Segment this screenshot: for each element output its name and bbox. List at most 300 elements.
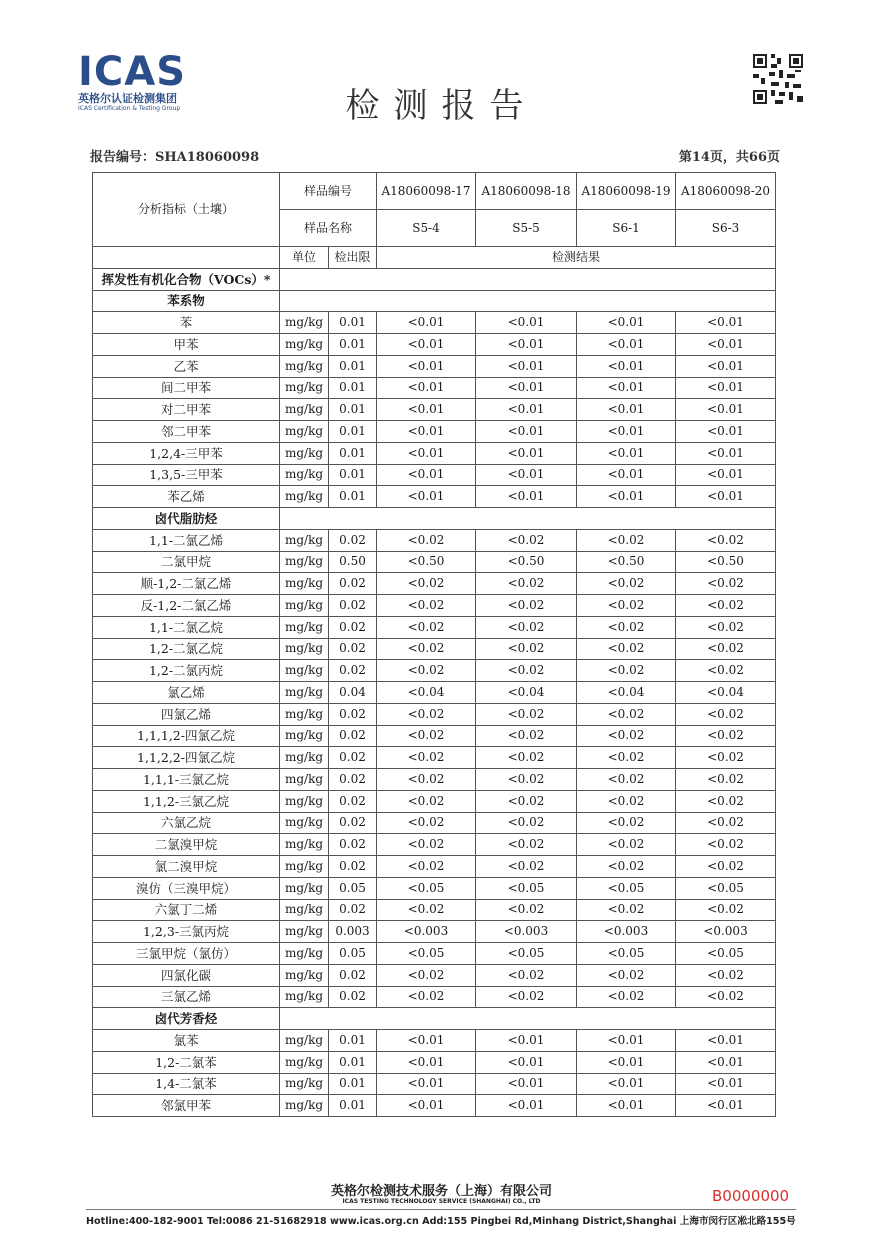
result-cell: <0.02 [377,703,476,725]
contact-line: Hotline:400-182-9001 Tel:0086 21-51682918 www.icas.org.cn Add:155 Pingbei Rd,Minhang District,Shanghai 上海市闵行区凇北路155号 [86,1216,796,1227]
result-cell: <0.01 [577,312,676,334]
result-cell: <0.01 [377,464,476,486]
result-cell: <0.01 [377,355,476,377]
result-cell: <0.01 [377,312,476,334]
result-cell: <0.02 [377,725,476,747]
analyte-name: 三氯甲烷（氯仿） [93,943,280,965]
unit-cell: mg/kg [280,486,329,508]
analyte-name: 邻二甲苯 [93,421,280,443]
table-row [93,421,776,443]
result-cell: <0.01 [577,377,676,399]
unit-cell: mg/kg [280,877,329,899]
table-row [93,747,776,769]
analysis-label: 分析指标（土壤） [93,173,280,247]
result-cell: <0.01 [676,377,776,399]
table-row [93,921,776,943]
result-cell: <0.04 [377,682,476,704]
unit-cell: mg/kg [280,334,329,356]
result-label: 检测结果 [377,247,776,269]
analyte-name: 氯乙烯 [93,682,280,704]
table-row [93,725,776,747]
result-cell: <0.02 [476,725,577,747]
result-cell: <0.05 [676,943,776,965]
unit-cell: mg/kg [280,595,329,617]
table-row [93,377,776,399]
result-cell: <0.02 [577,529,676,551]
detection-limit-cell: 0.01 [329,399,377,421]
result-cell: <0.04 [676,682,776,704]
result-cell: <0.02 [676,812,776,834]
result-cell: <0.01 [476,1073,577,1095]
unit-cell: mg/kg [280,421,329,443]
result-cell: <0.01 [476,442,577,464]
detection-limit-cell: 0.01 [329,334,377,356]
result-cell: <0.01 [377,442,476,464]
table-row [93,334,776,356]
table-row [93,442,776,464]
analyte-name: 二氯溴甲烷 [93,834,280,856]
result-cell: <0.01 [377,399,476,421]
table-row [93,964,776,986]
table-row [93,355,776,377]
result-cell: <0.003 [476,921,577,943]
result-cell: <0.02 [476,703,577,725]
logo-en-text: ICAS Certification & Testing Group [78,105,181,112]
detection-limit-label: 检出限 [329,247,377,269]
analyte-name: 1,3,5-三甲苯 [93,464,280,486]
unit-cell: mg/kg [280,812,329,834]
detection-limit-cell: 0.02 [329,595,377,617]
result-cell: <0.01 [476,1030,577,1052]
result-cell: <0.02 [476,986,577,1008]
detection-limit-cell: 0.01 [329,486,377,508]
result-cell: <0.02 [476,812,577,834]
result-cell: <0.02 [577,899,676,921]
result-cell: <0.02 [377,964,476,986]
result-cell: <0.02 [577,964,676,986]
table-row [93,551,776,573]
detection-limit-cell: 0.02 [329,856,377,878]
result-cell: <0.02 [577,769,676,791]
unit-cell: mg/kg [280,856,329,878]
result-cell: <0.01 [476,1095,577,1117]
group-name: 苯系物 [93,290,280,312]
analyte-name: 乙苯 [93,355,280,377]
result-cell: <0.02 [377,595,476,617]
result-cell: <0.50 [476,551,577,573]
empty-cell [93,247,280,269]
serial-number: B0000000 [712,1187,790,1205]
group-name: 卤代芳香烃 [93,1008,280,1030]
result-cell: <0.02 [476,529,577,551]
unit-cell: mg/kg [280,464,329,486]
unit-cell: mg/kg [280,660,329,682]
detection-limit-cell: 0.05 [329,877,377,899]
result-cell: <0.02 [577,616,676,638]
detection-limit-cell: 0.02 [329,964,377,986]
unit-cell: mg/kg [280,682,329,704]
table-row [93,899,776,921]
result-cell: <0.01 [676,334,776,356]
result-cell: <0.05 [577,943,676,965]
document-title: 检测报告 [345,86,538,126]
sample-id-cell: A18060098-17 [377,173,476,210]
result-cell: <0.02 [377,638,476,660]
group-row [93,1008,776,1030]
unit-cell: mg/kg [280,1051,329,1073]
unit-cell: mg/kg [280,964,329,986]
unit-cell: mg/kg [280,747,329,769]
unit-cell: mg/kg [280,573,329,595]
result-cell: <0.04 [577,682,676,704]
qr-code-icon [751,52,805,106]
result-cell: <0.01 [377,1051,476,1073]
table-row [93,573,776,595]
detection-limit-cell: 0.02 [329,790,377,812]
table-row [93,399,776,421]
result-cell: <0.01 [476,377,577,399]
result-cell: <0.02 [377,856,476,878]
analyte-name: 二氯甲烷 [93,551,280,573]
result-cell: <0.01 [476,355,577,377]
detection-limit-cell: 0.02 [329,812,377,834]
result-cell: <0.02 [676,834,776,856]
result-cell: <0.02 [377,899,476,921]
detection-limit-cell: 0.50 [329,551,377,573]
result-cell: <0.01 [577,1073,676,1095]
result-cell: <0.02 [676,595,776,617]
result-cell: <0.02 [476,834,577,856]
result-cell: <0.02 [377,529,476,551]
detection-limit-cell: 0.01 [329,355,377,377]
table-row [93,834,776,856]
table-row [93,486,776,508]
analyte-name: 1,2,4-三甲苯 [93,442,280,464]
analyte-name: 1,1-二氯乙烯 [93,529,280,551]
analyte-name: 间二甲苯 [93,377,280,399]
analyte-name: 四氯乙烯 [93,703,280,725]
detection-limit-cell: 0.02 [329,986,377,1008]
result-cell: <0.01 [377,377,476,399]
result-cell: <0.01 [577,334,676,356]
unit-cell: mg/kg [280,921,329,943]
unit-cell: mg/kg [280,1073,329,1095]
result-cell: <0.02 [676,573,776,595]
company-name-en: ICAS TESTING TECHNOLOGY SERVICE (SHANGHAI) CO., LTD [342,1198,541,1205]
result-cell: <0.02 [676,747,776,769]
detection-limit-cell: 0.01 [329,312,377,334]
sample-name-cell: S6-1 [577,210,676,247]
result-cell: <0.003 [676,921,776,943]
table-row [93,790,776,812]
result-cell: <0.01 [676,464,776,486]
group-name: 挥发性有机化合物（VOCs）* [93,268,280,290]
analyte-name: 四氯化碳 [93,964,280,986]
sample-name-cell: S5-4 [377,210,476,247]
result-cell: <0.01 [476,464,577,486]
analyte-name: 1,4-二氯苯 [93,1073,280,1095]
unit-cell: mg/kg [280,986,329,1008]
result-cell: <0.02 [476,660,577,682]
unit-cell: mg/kg [280,399,329,421]
result-cell: <0.02 [577,856,676,878]
table-row [93,703,776,725]
analyte-name: 1,2,3-三氯丙烷 [93,921,280,943]
result-cell: <0.01 [577,1051,676,1073]
result-cell: <0.05 [476,877,577,899]
result-cell: <0.01 [676,421,776,443]
result-cell: <0.01 [676,399,776,421]
detection-limit-cell: 0.02 [329,725,377,747]
analyte-name: 氯二溴甲烷 [93,856,280,878]
result-cell: <0.02 [577,660,676,682]
company-name-cn: 英格尔检测技术服务（上海）有限公司 [330,1184,552,1199]
result-cell: <0.02 [676,529,776,551]
sample-name-cell: S5-5 [476,210,577,247]
unit-cell: mg/kg [280,442,329,464]
detection-limit-cell: 0.02 [329,638,377,660]
result-cell: <0.02 [476,616,577,638]
result-cell: <0.01 [476,421,577,443]
unit-cell: mg/kg [280,616,329,638]
result-cell: <0.01 [577,442,676,464]
sample-id-cell: A18060098-18 [476,173,577,210]
group-row [93,290,776,312]
result-cell: <0.01 [676,355,776,377]
result-cell: <0.01 [377,1030,476,1052]
detection-limit-cell: 0.02 [329,899,377,921]
result-cell: <0.01 [676,486,776,508]
result-cell: <0.02 [676,725,776,747]
unit-cell: mg/kg [280,1030,329,1052]
group-row [93,268,776,290]
detection-limit-cell: 0.02 [329,703,377,725]
detection-limit-cell: 0.02 [329,747,377,769]
group-name: 卤代脂肪烃 [93,508,280,530]
result-cell: <0.02 [377,573,476,595]
result-cell: <0.02 [676,790,776,812]
analyte-name: 六氯丁二烯 [93,899,280,921]
detection-limit-cell: 0.02 [329,616,377,638]
result-cell: <0.01 [676,1095,776,1117]
result-cell: <0.01 [676,442,776,464]
detection-limit-cell: 0.05 [329,943,377,965]
analyte-name: 1,2-二氯苯 [93,1051,280,1073]
header-row-sample-id [93,173,776,210]
result-cell: <0.02 [577,725,676,747]
unit-cell: mg/kg [280,725,329,747]
detection-limit-cell: 0.02 [329,573,377,595]
table-row [93,812,776,834]
result-cell: <0.02 [676,986,776,1008]
result-cell: <0.02 [377,747,476,769]
header-row-units [93,247,776,269]
logo-cn-text: 英格尔认证检测集团 [78,92,177,105]
group-empty-cell [280,508,776,530]
unit-cell: mg/kg [280,312,329,334]
result-cell: <0.01 [577,355,676,377]
table-row [93,312,776,334]
group-empty-cell [280,290,776,312]
result-cell: <0.02 [476,769,577,791]
result-cell: <0.01 [476,399,577,421]
table-row [93,1073,776,1095]
result-cell: <0.01 [577,421,676,443]
analyte-name: 溴仿（三溴甲烷） [93,877,280,899]
result-cell: <0.05 [476,943,577,965]
result-cell: <0.02 [476,964,577,986]
result-cell: <0.02 [676,616,776,638]
detection-limit-cell: 0.04 [329,682,377,704]
result-cell: <0.02 [476,573,577,595]
group-empty-cell [280,1008,776,1030]
result-cell: <0.05 [377,877,476,899]
result-cell: <0.02 [676,769,776,791]
detection-limit-cell: 0.01 [329,421,377,443]
result-cell: <0.01 [476,486,577,508]
page-number: 第14页，共66页 [678,150,780,165]
group-empty-cell [280,268,776,290]
detection-limit-cell: 0.01 [329,1030,377,1052]
table-row [93,986,776,1008]
table-row [93,1051,776,1073]
result-cell: <0.02 [377,812,476,834]
result-cell: <0.02 [476,595,577,617]
result-cell: <0.01 [377,334,476,356]
table-row [93,1095,776,1117]
result-cell: <0.02 [676,660,776,682]
result-cell: <0.02 [476,747,577,769]
table-row [93,616,776,638]
result-cell: <0.02 [377,616,476,638]
unit-cell: mg/kg [280,834,329,856]
result-cell: <0.05 [577,877,676,899]
analyte-name: 反-1,2-二氯乙烯 [93,595,280,617]
result-cell: <0.02 [377,769,476,791]
result-cell: <0.02 [377,660,476,682]
analyte-name: 六氯乙烷 [93,812,280,834]
table-row [93,769,776,791]
unit-cell: mg/kg [280,790,329,812]
analyte-name: 甲苯 [93,334,280,356]
sample-id-cell: A18060098-20 [676,173,776,210]
analyte-name: 1,1,1-三氯乙烷 [93,769,280,791]
result-cell: <0.02 [476,856,577,878]
result-cell: <0.02 [577,703,676,725]
result-cell: <0.01 [577,464,676,486]
unit-cell: mg/kg [280,1095,329,1117]
sample-id-cell: A18060098-19 [577,173,676,210]
analyte-name: 1,1-二氯乙烷 [93,616,280,638]
table-row [93,464,776,486]
detection-limit-cell: 0.01 [329,1095,377,1117]
result-cell: <0.05 [676,877,776,899]
result-cell: <0.01 [577,486,676,508]
table-row [93,529,776,551]
result-cell: <0.01 [377,1095,476,1117]
detection-limit-cell: 0.003 [329,921,377,943]
table-row [93,943,776,965]
detection-limit-cell: 0.01 [329,442,377,464]
result-cell: <0.01 [377,1073,476,1095]
group-row [93,508,776,530]
table-row [93,877,776,899]
analyte-name: 氯苯 [93,1030,280,1052]
result-cell: <0.02 [377,834,476,856]
detection-limit-cell: 0.02 [329,834,377,856]
sample-id-label: 样品编号 [280,173,377,210]
result-cell: <0.02 [577,790,676,812]
unit-cell: mg/kg [280,529,329,551]
result-cell: <0.01 [476,334,577,356]
sample-name-label: 样品名称 [280,210,377,247]
result-cell: <0.50 [577,551,676,573]
result-cell: <0.01 [676,312,776,334]
result-cell: <0.01 [577,399,676,421]
result-cell: <0.02 [676,638,776,660]
sample-name-cell: S6-3 [676,210,776,247]
result-cell: <0.01 [377,421,476,443]
result-cell: <0.01 [577,1030,676,1052]
analyte-name: 1,1,2,2-四氯乙烷 [93,747,280,769]
analyte-name: 苯 [93,312,280,334]
detection-limit-cell: 0.01 [329,1073,377,1095]
result-cell: <0.02 [476,790,577,812]
analyte-name: 顺-1,2-二氯乙烯 [93,573,280,595]
result-cell: <0.02 [676,964,776,986]
result-cell: <0.02 [577,812,676,834]
result-cell: <0.02 [377,790,476,812]
analyte-name: 1,2-二氯乙烷 [93,638,280,660]
result-cell: <0.02 [577,834,676,856]
table-row [93,682,776,704]
result-cell: <0.01 [676,1030,776,1052]
analyte-name: 1,1,2-三氯乙烷 [93,790,280,812]
result-cell: <0.04 [476,682,577,704]
result-cell: <0.01 [476,1051,577,1073]
unit-cell: mg/kg [280,551,329,573]
detection-limit-cell: 0.02 [329,660,377,682]
result-cell: <0.02 [577,573,676,595]
result-cell: <0.02 [577,595,676,617]
unit-cell: mg/kg [280,703,329,725]
result-cell: <0.01 [377,486,476,508]
result-cell: <0.02 [676,856,776,878]
result-cell: <0.01 [476,312,577,334]
detection-limit-cell: 0.02 [329,769,377,791]
detection-limit-cell: 0.01 [329,377,377,399]
unit-cell: mg/kg [280,943,329,965]
result-cell: <0.02 [476,899,577,921]
result-cell: <0.50 [676,551,776,573]
table-row [93,856,776,878]
analyte-name: 1,2-二氯丙烷 [93,660,280,682]
result-cell: <0.05 [377,943,476,965]
analyte-name: 邻氯甲苯 [93,1095,280,1117]
result-cell: <0.02 [577,747,676,769]
detection-limit-cell: 0.02 [329,529,377,551]
result-cell: <0.02 [476,638,577,660]
analyte-name: 苯乙烯 [93,486,280,508]
unit-cell: mg/kg [280,638,329,660]
analyte-name: 1,1,1,2-四氯乙烷 [93,725,280,747]
result-cell: <0.01 [676,1073,776,1095]
table-row [93,1030,776,1052]
table-row [93,638,776,660]
result-cell: <0.003 [577,921,676,943]
result-cell: <0.02 [676,703,776,725]
result-cell: <0.02 [577,986,676,1008]
